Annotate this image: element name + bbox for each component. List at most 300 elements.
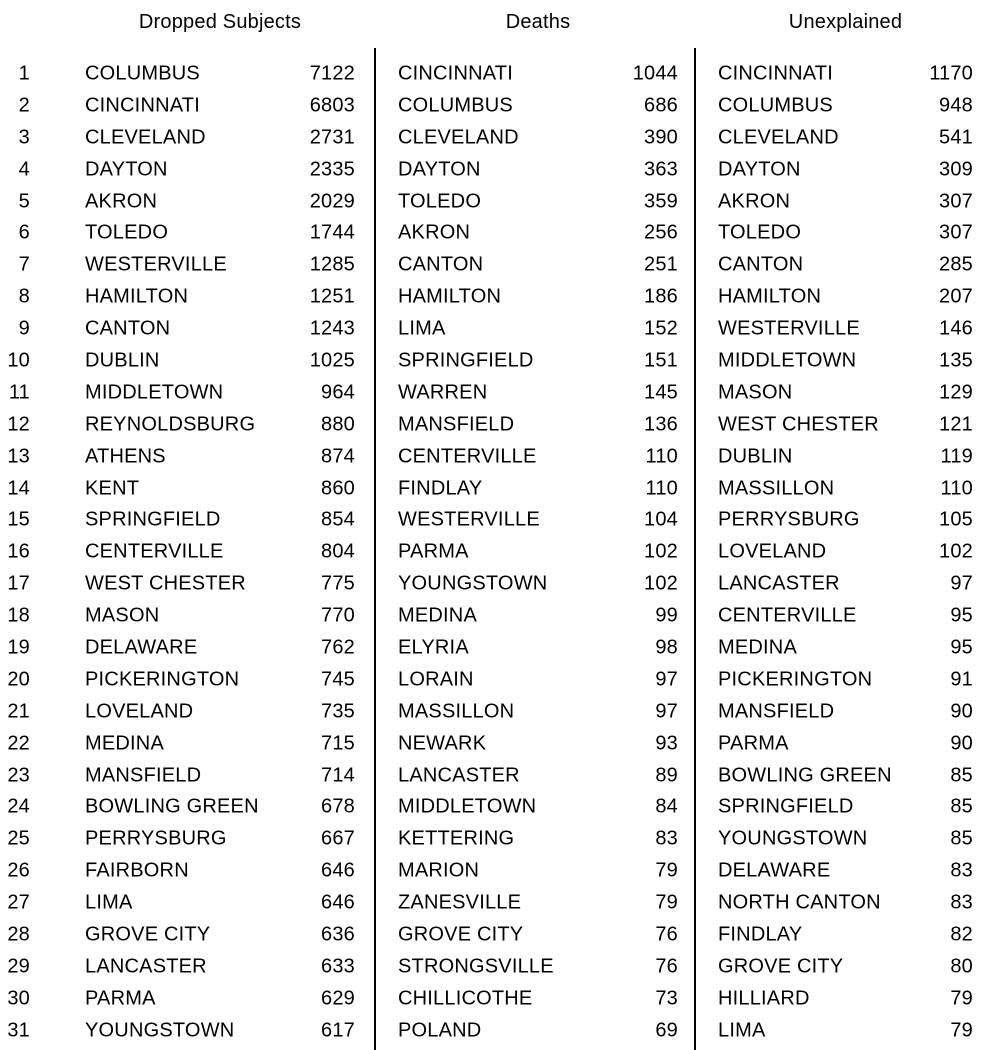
value-label: 762 (321, 636, 355, 659)
city-label: HILLIARD (718, 987, 810, 1010)
value-label: 678 (321, 795, 355, 818)
value-label: 99 (655, 604, 678, 627)
table-row (0, 696, 355, 728)
city-label: WESTERVILLE (718, 317, 860, 340)
table-row (398, 281, 678, 313)
value-label: 307 (939, 221, 973, 244)
rank-label: 24 (7, 795, 30, 818)
table-row (718, 632, 973, 664)
city-label: CLEVELAND (398, 126, 519, 149)
city-label: CINCINNATI (718, 62, 833, 85)
table-row (0, 568, 355, 600)
city-label: YOUNGSTOWN (718, 827, 868, 850)
city-label: LOVELAND (718, 540, 827, 563)
value-label: 85 (950, 795, 973, 818)
value-label: 2335 (309, 158, 355, 181)
city-label: ATHENS (85, 445, 166, 468)
table-row (718, 186, 973, 218)
city-label: GROVE CITY (85, 923, 211, 946)
value-label: 79 (950, 987, 973, 1010)
value-label: 2731 (309, 126, 355, 149)
value-label: 804 (321, 540, 355, 563)
table-row (398, 791, 678, 823)
value-label: 79 (655, 859, 678, 882)
city-label: MEDINA (398, 604, 477, 627)
city-label: YOUNGSTOWN (85, 1019, 235, 1042)
table-row (0, 664, 355, 696)
value-label: 151 (644, 349, 678, 372)
city-label: CANTON (85, 317, 171, 340)
table-row (718, 249, 973, 281)
value-label: 775 (321, 572, 355, 595)
value-label: 1025 (309, 349, 355, 372)
value-label: 93 (655, 732, 678, 755)
table-row (0, 122, 355, 154)
city-label: CHILLICOTHE (398, 987, 533, 1010)
rank-label: 15 (7, 508, 30, 531)
city-label: CANTON (398, 253, 484, 276)
table-row (398, 58, 678, 90)
value-label: 770 (321, 604, 355, 627)
table-row (0, 313, 355, 345)
value-label: 95 (950, 636, 973, 659)
column-divider (694, 48, 696, 1050)
city-label: COLUMBUS (398, 94, 513, 117)
table-row (398, 568, 678, 600)
city-label: COLUMBUS (718, 94, 833, 117)
city-label: BOWLING GREEN (718, 764, 892, 787)
city-label: MIDDLETOWN (718, 349, 857, 372)
value-label: 129 (939, 381, 973, 404)
rank-label: 29 (7, 955, 30, 978)
table-row (0, 1015, 355, 1047)
value-label: 102 (644, 540, 678, 563)
table-row (718, 504, 973, 536)
value-label: 97 (655, 668, 678, 691)
value-label: 307 (939, 190, 973, 212)
city-label: STRONGSVILLE (398, 955, 554, 978)
city-label: DAYTON (718, 158, 801, 181)
table-row (718, 377, 973, 409)
city-label: HAMILTON (398, 285, 502, 308)
deaths-list (398, 58, 678, 1047)
table-row (0, 728, 355, 760)
city-label: GROVE CITY (718, 955, 844, 978)
rank-label: 22 (7, 732, 30, 755)
city-label: POLAND (398, 1019, 482, 1042)
city-label: CANTON (718, 253, 804, 276)
city-label: KENT (85, 477, 140, 500)
table-row (0, 760, 355, 792)
rank-label: 25 (7, 827, 30, 850)
value-label: 2029 (309, 190, 355, 212)
column-header-dropped-subjects: Dropped Subjects (138, 11, 302, 33)
city-label: KETTERING (398, 827, 515, 850)
table-row (718, 313, 973, 345)
city-label: LOVELAND (85, 700, 194, 723)
city-label: LANCASTER (85, 955, 207, 978)
table-row (718, 154, 973, 186)
table-row (0, 919, 355, 951)
table-row (398, 345, 678, 377)
table-row (398, 664, 678, 696)
value-label: 83 (950, 859, 973, 882)
value-label: 7122 (309, 62, 355, 85)
table-row (398, 887, 678, 919)
city-label: DELAWARE (85, 636, 198, 659)
city-label: BOWLING GREEN (85, 795, 259, 818)
rank-label: 10 (7, 349, 30, 372)
table-row (0, 90, 355, 122)
table-row (0, 409, 355, 441)
value-label: 83 (655, 827, 678, 850)
city-label: FINDLAY (398, 477, 483, 500)
table-row (718, 887, 973, 919)
value-label: 1285 (309, 253, 355, 276)
city-label: CINCINNATI (85, 94, 200, 117)
value-label: 102 (939, 540, 973, 563)
value-label: 617 (321, 1019, 355, 1042)
city-label: LIMA (85, 891, 133, 914)
city-label: DUBLIN (718, 445, 793, 468)
city-label: LIMA (398, 317, 446, 340)
city-label: SPRINGFIELD (85, 508, 221, 531)
city-label: PERRYSBURG (718, 508, 860, 531)
value-label: 152 (644, 317, 678, 340)
city-label: HAMILTON (85, 285, 189, 308)
table-row (398, 249, 678, 281)
value-label: 1044 (632, 62, 678, 85)
rank-label: 1 (18, 62, 30, 85)
table-row (718, 473, 973, 505)
value-label: 136 (644, 413, 678, 436)
value-label: 6803 (309, 94, 355, 117)
value-label: 629 (321, 987, 355, 1010)
value-label: 309 (939, 158, 973, 181)
city-label: LIMA (718, 1019, 766, 1042)
city-label: CENTERVILLE (718, 604, 857, 627)
value-label: 636 (321, 923, 355, 946)
city-label: CLEVELAND (718, 126, 839, 149)
value-label: 363 (644, 158, 678, 181)
table-row (0, 887, 355, 919)
city-label: WEST CHESTER (85, 572, 246, 595)
table-row (718, 983, 973, 1015)
value-label: 633 (321, 955, 355, 978)
value-label: 91 (950, 668, 973, 691)
city-label: PICKERINGTON (85, 668, 240, 691)
value-label: 104 (644, 508, 678, 531)
value-label: 76 (655, 923, 678, 946)
table-row (398, 855, 678, 887)
table-row (398, 504, 678, 536)
table-row (398, 760, 678, 792)
value-label: 79 (655, 891, 678, 914)
table-row (718, 600, 973, 632)
value-label: 119 (940, 445, 973, 468)
table-row (0, 154, 355, 186)
column-header-deaths: Deaths (505, 11, 571, 33)
value-label: 85 (950, 764, 973, 787)
value-label: 145 (644, 381, 678, 404)
value-label: 735 (321, 700, 355, 723)
table-row (398, 473, 678, 505)
rank-label: 26 (7, 859, 30, 882)
table-row (718, 441, 973, 473)
city-label: AKRON (398, 221, 471, 244)
city-label: LANCASTER (398, 764, 520, 787)
city-label: PARMA (85, 987, 156, 1010)
table-row (398, 983, 678, 1015)
city-label: WEST CHESTER (718, 413, 879, 436)
city-label: LORAIN (398, 668, 474, 691)
rank-label: 20 (7, 668, 30, 691)
city-label: COLUMBUS (85, 62, 200, 85)
city-label: TOLEDO (398, 190, 482, 212)
table-row (0, 504, 355, 536)
value-label: 251 (644, 253, 678, 276)
city-label: CENTERVILLE (85, 540, 224, 563)
rank-label: 11 (8, 381, 30, 404)
table-row (718, 568, 973, 600)
city-label: NEWARK (398, 732, 487, 755)
city-label: DELAWARE (718, 859, 831, 882)
table-row (718, 122, 973, 154)
value-label: 964 (321, 381, 355, 404)
dropped-subjects-list (0, 58, 355, 1047)
table-row (718, 951, 973, 983)
city-label: NORTH CANTON (718, 891, 881, 914)
table-row (0, 855, 355, 887)
city-label: CINCINNATI (398, 62, 513, 85)
table-row (0, 473, 355, 505)
table-row (398, 696, 678, 728)
value-label: 874 (321, 445, 355, 468)
table-row (718, 281, 973, 313)
value-label: 207 (939, 285, 973, 308)
rank-label: 30 (7, 987, 30, 1010)
city-label: DAYTON (398, 158, 481, 181)
city-label: WARREN (398, 381, 488, 404)
value-label: 948 (939, 94, 973, 117)
value-label: 80 (950, 955, 973, 978)
table-row (0, 186, 355, 218)
city-label: DAYTON (85, 158, 168, 181)
city-label: MARION (398, 859, 480, 882)
value-label: 715 (321, 732, 355, 755)
value-label: 97 (950, 572, 973, 595)
table-row (0, 281, 355, 313)
value-label: 90 (950, 700, 973, 723)
city-label: AKRON (85, 190, 158, 212)
value-label: 1243 (309, 317, 355, 340)
table-row (718, 345, 973, 377)
city-label: PERRYSBURG (85, 827, 227, 850)
rank-label: 17 (7, 572, 30, 595)
city-label: FINDLAY (718, 923, 803, 946)
rank-label: 21 (7, 700, 30, 723)
table-row (398, 186, 678, 218)
rank-label: 5 (18, 190, 30, 212)
city-label: MANSFIELD (398, 413, 515, 436)
value-label: 146 (939, 317, 973, 340)
city-label: PARMA (718, 732, 789, 755)
table-row (718, 728, 973, 760)
rank-label: 27 (7, 891, 30, 914)
value-label: 667 (321, 827, 355, 850)
city-label: ZANESVILLE (398, 891, 522, 914)
city-label: MEDINA (85, 732, 164, 755)
value-label: 83 (950, 891, 973, 914)
value-label: 82 (950, 923, 973, 946)
value-label: 85 (950, 827, 973, 850)
value-label: 1251 (309, 285, 355, 308)
value-label: 84 (655, 795, 678, 818)
table-row (718, 791, 973, 823)
rank-label: 13 (7, 445, 30, 468)
value-label: 646 (321, 891, 355, 914)
city-label: WESTERVILLE (85, 253, 227, 276)
table-row (0, 632, 355, 664)
table-row (0, 600, 355, 632)
table-row (0, 951, 355, 983)
table-row (398, 728, 678, 760)
rank-label: 3 (18, 126, 30, 149)
table-row (718, 664, 973, 696)
table-row (0, 441, 355, 473)
table-row (0, 249, 355, 281)
city-label: MEDINA (718, 636, 797, 659)
rank-label: 19 (7, 636, 30, 659)
table-row (718, 855, 973, 887)
value-label: 256 (644, 221, 678, 244)
value-label: 89 (655, 764, 678, 787)
table-row (0, 377, 355, 409)
rank-label: 31 (7, 1019, 30, 1042)
value-label: 73 (655, 987, 678, 1010)
city-label: TOLEDO (718, 221, 802, 244)
rank-label: 12 (7, 413, 30, 436)
value-label: 76 (655, 955, 678, 978)
value-label: 90 (950, 732, 973, 755)
value-label: 390 (644, 126, 678, 149)
table-row (398, 632, 678, 664)
value-label: 880 (321, 413, 355, 436)
value-label: 714 (321, 764, 355, 787)
city-label: SPRINGFIELD (398, 349, 534, 372)
value-label: 97 (655, 700, 678, 723)
city-label: MASSILLON (718, 477, 835, 500)
value-label: 860 (321, 477, 355, 500)
value-label: 121 (939, 413, 973, 436)
value-label: 854 (321, 508, 355, 531)
table-row (398, 1015, 678, 1047)
table-row (398, 823, 678, 855)
table-row (398, 600, 678, 632)
table-row (0, 345, 355, 377)
value-label: 98 (655, 636, 678, 659)
city-label: AKRON (718, 190, 791, 212)
rank-label: 23 (7, 764, 30, 787)
city-label: PICKERINGTON (718, 668, 873, 691)
table-row (718, 536, 973, 568)
value-label: 1744 (309, 221, 355, 244)
value-label: 359 (644, 190, 678, 212)
city-label: GROVE CITY (398, 923, 524, 946)
table-row (0, 791, 355, 823)
value-label: 285 (939, 253, 973, 276)
value-label: 105 (939, 508, 973, 531)
table-row (398, 90, 678, 122)
rank-label: 18 (7, 604, 30, 627)
city-label: WESTERVILLE (398, 508, 540, 531)
table-row (0, 983, 355, 1015)
city-label: MANSFIELD (85, 764, 202, 787)
value-label: 1170 (929, 62, 973, 85)
table-row (718, 696, 973, 728)
value-label: 110 (645, 445, 678, 468)
value-label: 95 (950, 604, 973, 627)
value-label: 110 (645, 477, 678, 500)
rank-label: 28 (7, 923, 30, 946)
table-row (398, 409, 678, 441)
table-row (398, 919, 678, 951)
city-label: LANCASTER (718, 572, 840, 595)
value-label: 102 (644, 572, 678, 595)
city-label: MIDDLETOWN (398, 795, 537, 818)
table-row (398, 441, 678, 473)
table-row (398, 217, 678, 249)
table-row (398, 313, 678, 345)
city-label: YOUNGSTOWN (398, 572, 548, 595)
city-label: MASON (85, 604, 160, 627)
city-label: FAIRBORN (85, 859, 189, 882)
rank-label: 9 (18, 317, 30, 340)
rank-label: 7 (18, 253, 30, 276)
table-row (718, 1015, 973, 1047)
table-row (718, 409, 973, 441)
value-label: 541 (939, 126, 973, 149)
city-label: MIDDLETOWN (85, 381, 224, 404)
table-row (0, 58, 355, 90)
table-row (398, 951, 678, 983)
table-row (398, 154, 678, 186)
value-label: 186 (644, 285, 678, 308)
value-label: 110 (940, 477, 973, 500)
city-label: TOLEDO (85, 221, 169, 244)
city-label: MASON (718, 381, 793, 404)
table-row (718, 90, 973, 122)
rank-label: 2 (18, 94, 30, 117)
table-row (718, 823, 973, 855)
value-label: 69 (655, 1019, 678, 1042)
table-row (718, 58, 973, 90)
value-label: 135 (939, 349, 973, 372)
value-label: 745 (321, 668, 355, 691)
city-label: HAMILTON (718, 285, 822, 308)
city-label: PARMA (398, 540, 469, 563)
rank-label: 6 (18, 221, 30, 244)
city-label: CENTERVILLE (398, 445, 537, 468)
city-label: SPRINGFIELD (718, 795, 854, 818)
city-label: CLEVELAND (85, 126, 206, 149)
value-label: 686 (644, 94, 678, 117)
table-row (718, 217, 973, 249)
column-header-unexplained: Unexplained (788, 11, 903, 33)
rank-label: 14 (7, 477, 30, 500)
value-label: 646 (321, 859, 355, 882)
city-label: ELYRIA (398, 636, 469, 659)
